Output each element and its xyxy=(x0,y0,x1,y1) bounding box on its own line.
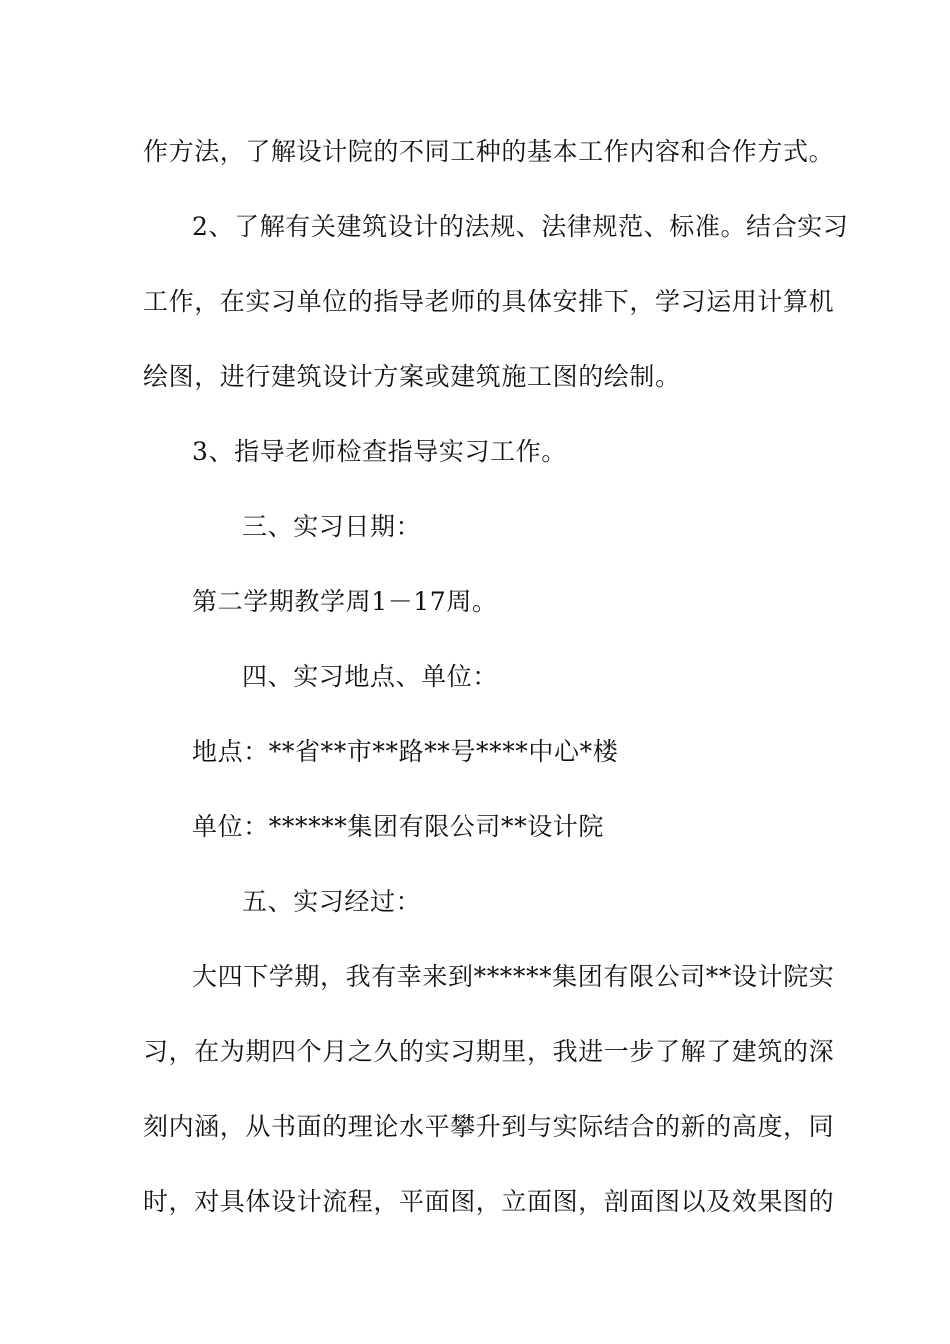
paragraph-line: 2、了解有关建筑设计的法规、法律规范、标准。结合实习 xyxy=(192,212,849,241)
paragraph-line: 作方法，了解设计院的不同工种的基本工作内容和合作方式。 xyxy=(143,137,835,166)
section-heading: 三、实习日期： xyxy=(242,512,422,541)
paragraph-line: 刻内涵，从书面的理论水平攀升到与实际结合的新的高度，同 xyxy=(143,1112,835,1141)
paragraph-line: 绘图，进行建筑设计方案或建筑施工图的绘制。 xyxy=(143,362,681,391)
paragraph-line: 工作，在实习单位的指导老师的具体安排下，学习运用计算机 xyxy=(143,287,835,316)
paragraph-line: 第二学期教学周1－17周。 xyxy=(192,587,498,616)
paragraph-line: 大四下学期，我有幸来到******集团有限公司**设计院实 xyxy=(192,962,835,991)
paragraph-line: 地点：**省**市**路**号****中心*楼 xyxy=(192,737,619,766)
paragraph-line: 3、指导老师检查指导实习工作。 xyxy=(192,437,567,466)
paragraph-line: 单位：******集团有限公司**设计院 xyxy=(192,812,605,841)
section-heading: 四、实习地点、单位： xyxy=(242,662,499,691)
paragraph-line: 时，对具体设计流程，平面图，立面图，剖面图以及效果图的 xyxy=(143,1187,835,1216)
paragraph-line: 习，在为期四个月之久的实习期里，我进一步了解了建筑的深 xyxy=(143,1037,835,1066)
section-heading: 五、实习经过： xyxy=(242,887,422,916)
